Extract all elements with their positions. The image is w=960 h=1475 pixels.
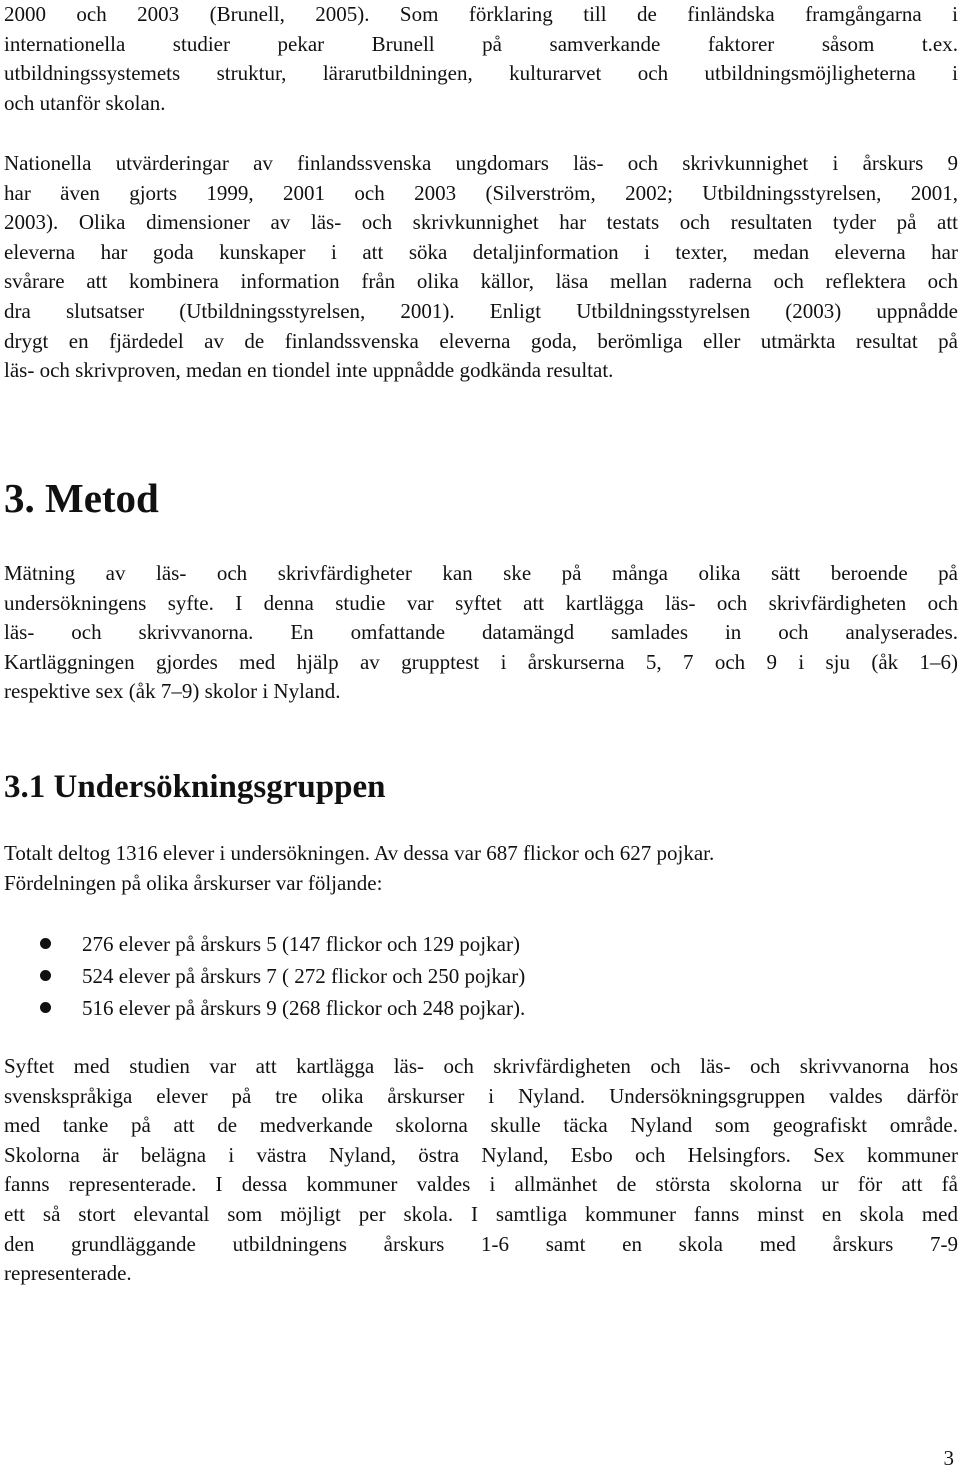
paragraph-participants [4,839,958,898]
text-line: läs- och skrivproven, medan en tiondel inte uppnådde godkända resultat. [4,358,614,383]
text-line: respektive sex (åk 7–9) skolor i Nyland. [4,679,341,704]
page-number: 3 [943,1446,954,1470]
text-line: 2003). Olika dimensioner av läs- och skrivkunnighet har testats och resultaten tyder på att [4,210,958,235]
text-line: eleverna har goda kunskaper i att söka detaljinformation i texter, medan eleverna har [4,239,958,264]
paragraph-national-evaluations [4,149,958,386]
grade-distribution-list [40,928,525,1024]
text-line: utbildningssystemets struktur, lärarutbildningen, kulturarvet och utbildningsmöjligheterna i [4,61,958,86]
text-line: svårare att kombinera information från olika källor, läsa mellan raderna och reflektera och [4,269,958,294]
list-item-text: 524 elever på årskurs 7 ( 272 flickor och 250 pojkar) [82,964,526,988]
text-line: ett så stort elevantal som möjligt per skola. I samtliga kommuner fanns minst en skola med [4,1201,958,1226]
text-line: undersökningens syfte. I denna studie var syftet att kartlägga läs- och skrivfärdigheten och [4,590,958,615]
text-line: svenskspråkiga elever på tre olika årskurser i Nyland. Undersökningsgruppen valdes därför [4,1083,958,1108]
paragraph-study-purpose [4,1052,958,1289]
text-line: har även gjorts 1999, 2001 och 2003 (Silverström, 2002; Utbildningsstyrelsen, 2001, [4,180,958,205]
paragraph-method [4,559,958,707]
text-line: med tanke på att de medverkande skolorna skulle täcka Nyland som geografiskt område. [4,1113,958,1138]
text-line: Mätning av läs- och skrivfärdigheter kan ske på många olika sätt beroende på [4,561,958,585]
list-item-text: 276 elever på årskurs 5 (147 flickor och 129 pojkar) [82,932,520,956]
text-line: Nationella utvärderingar av finlandssvenska ungdomars läs- och skrivkunnighet i årskurs 9 [4,151,958,175]
list-item [40,928,525,960]
text-line: den grundläggande utbildningens årskurs 1-6 samt en skola med årskurs 7-9 [4,1231,958,1256]
text-line: 2000 och 2003 (Brunell, 2005). Som förklaring till de finländska framgångarna i [4,2,958,26]
list-item [40,960,525,992]
text-line: Skolorna är belägna i västra Nyland, östra Nyland, Esbo och Helsingfors. Sex kommuner [4,1142,958,1167]
text-line: Syftet med studien var att kartlägga läs- och skrivfärdigheten och läs- och skrivvanorna hos [4,1054,958,1078]
list-item-text: 516 elever på årskurs 9 (268 flickor och 248 pojkar). [82,996,526,1020]
text-line: läs- och skrivvanorna. En omfattande datamängd samlades in och analyserades. [4,620,958,645]
text-line: fanns representerade. I dessa kommuner valdes i allmänhet de största skolorna ur för att få [4,1172,958,1197]
text-line: internationella studier pekar Brunell på samverkande faktorer såsom t.ex. [4,31,958,56]
text-line: Totalt deltog 1316 elever i undersökningen. Av dessa var 687 flickor och 627 pojkar. [4,841,715,865]
text-line: och utanför skolan. [4,90,166,115]
bullet-icon [40,938,51,949]
text-line: dra slutsatser (Utbildningsstyrelsen, 2001). Enligt Utbildningsstyrelsen (2003) uppnådde [4,298,958,323]
bullet-icon [40,1002,51,1013]
text-line: Kartläggningen gjordes med hjälp av grupptest i årskurserna 5, 7 och 9 i sju (åk 1–6) [4,649,958,674]
bullet-icon [40,970,51,981]
paragraph-intro-continuation [4,0,958,118]
section-heading-metod: 3. Metod [4,475,159,521]
list-item [40,992,525,1024]
subsection-heading-undersokningsgruppen: 3.1 Undersökningsgruppen [4,769,386,805]
text-line: Fördelningen på olika årskurser var följande: [4,870,383,895]
text-line: representerade. [4,1261,132,1286]
text-line: drygt en fjärdedel av de finlandssvenska eleverna goda, berömliga eller utmärkta resultat på [4,328,958,353]
